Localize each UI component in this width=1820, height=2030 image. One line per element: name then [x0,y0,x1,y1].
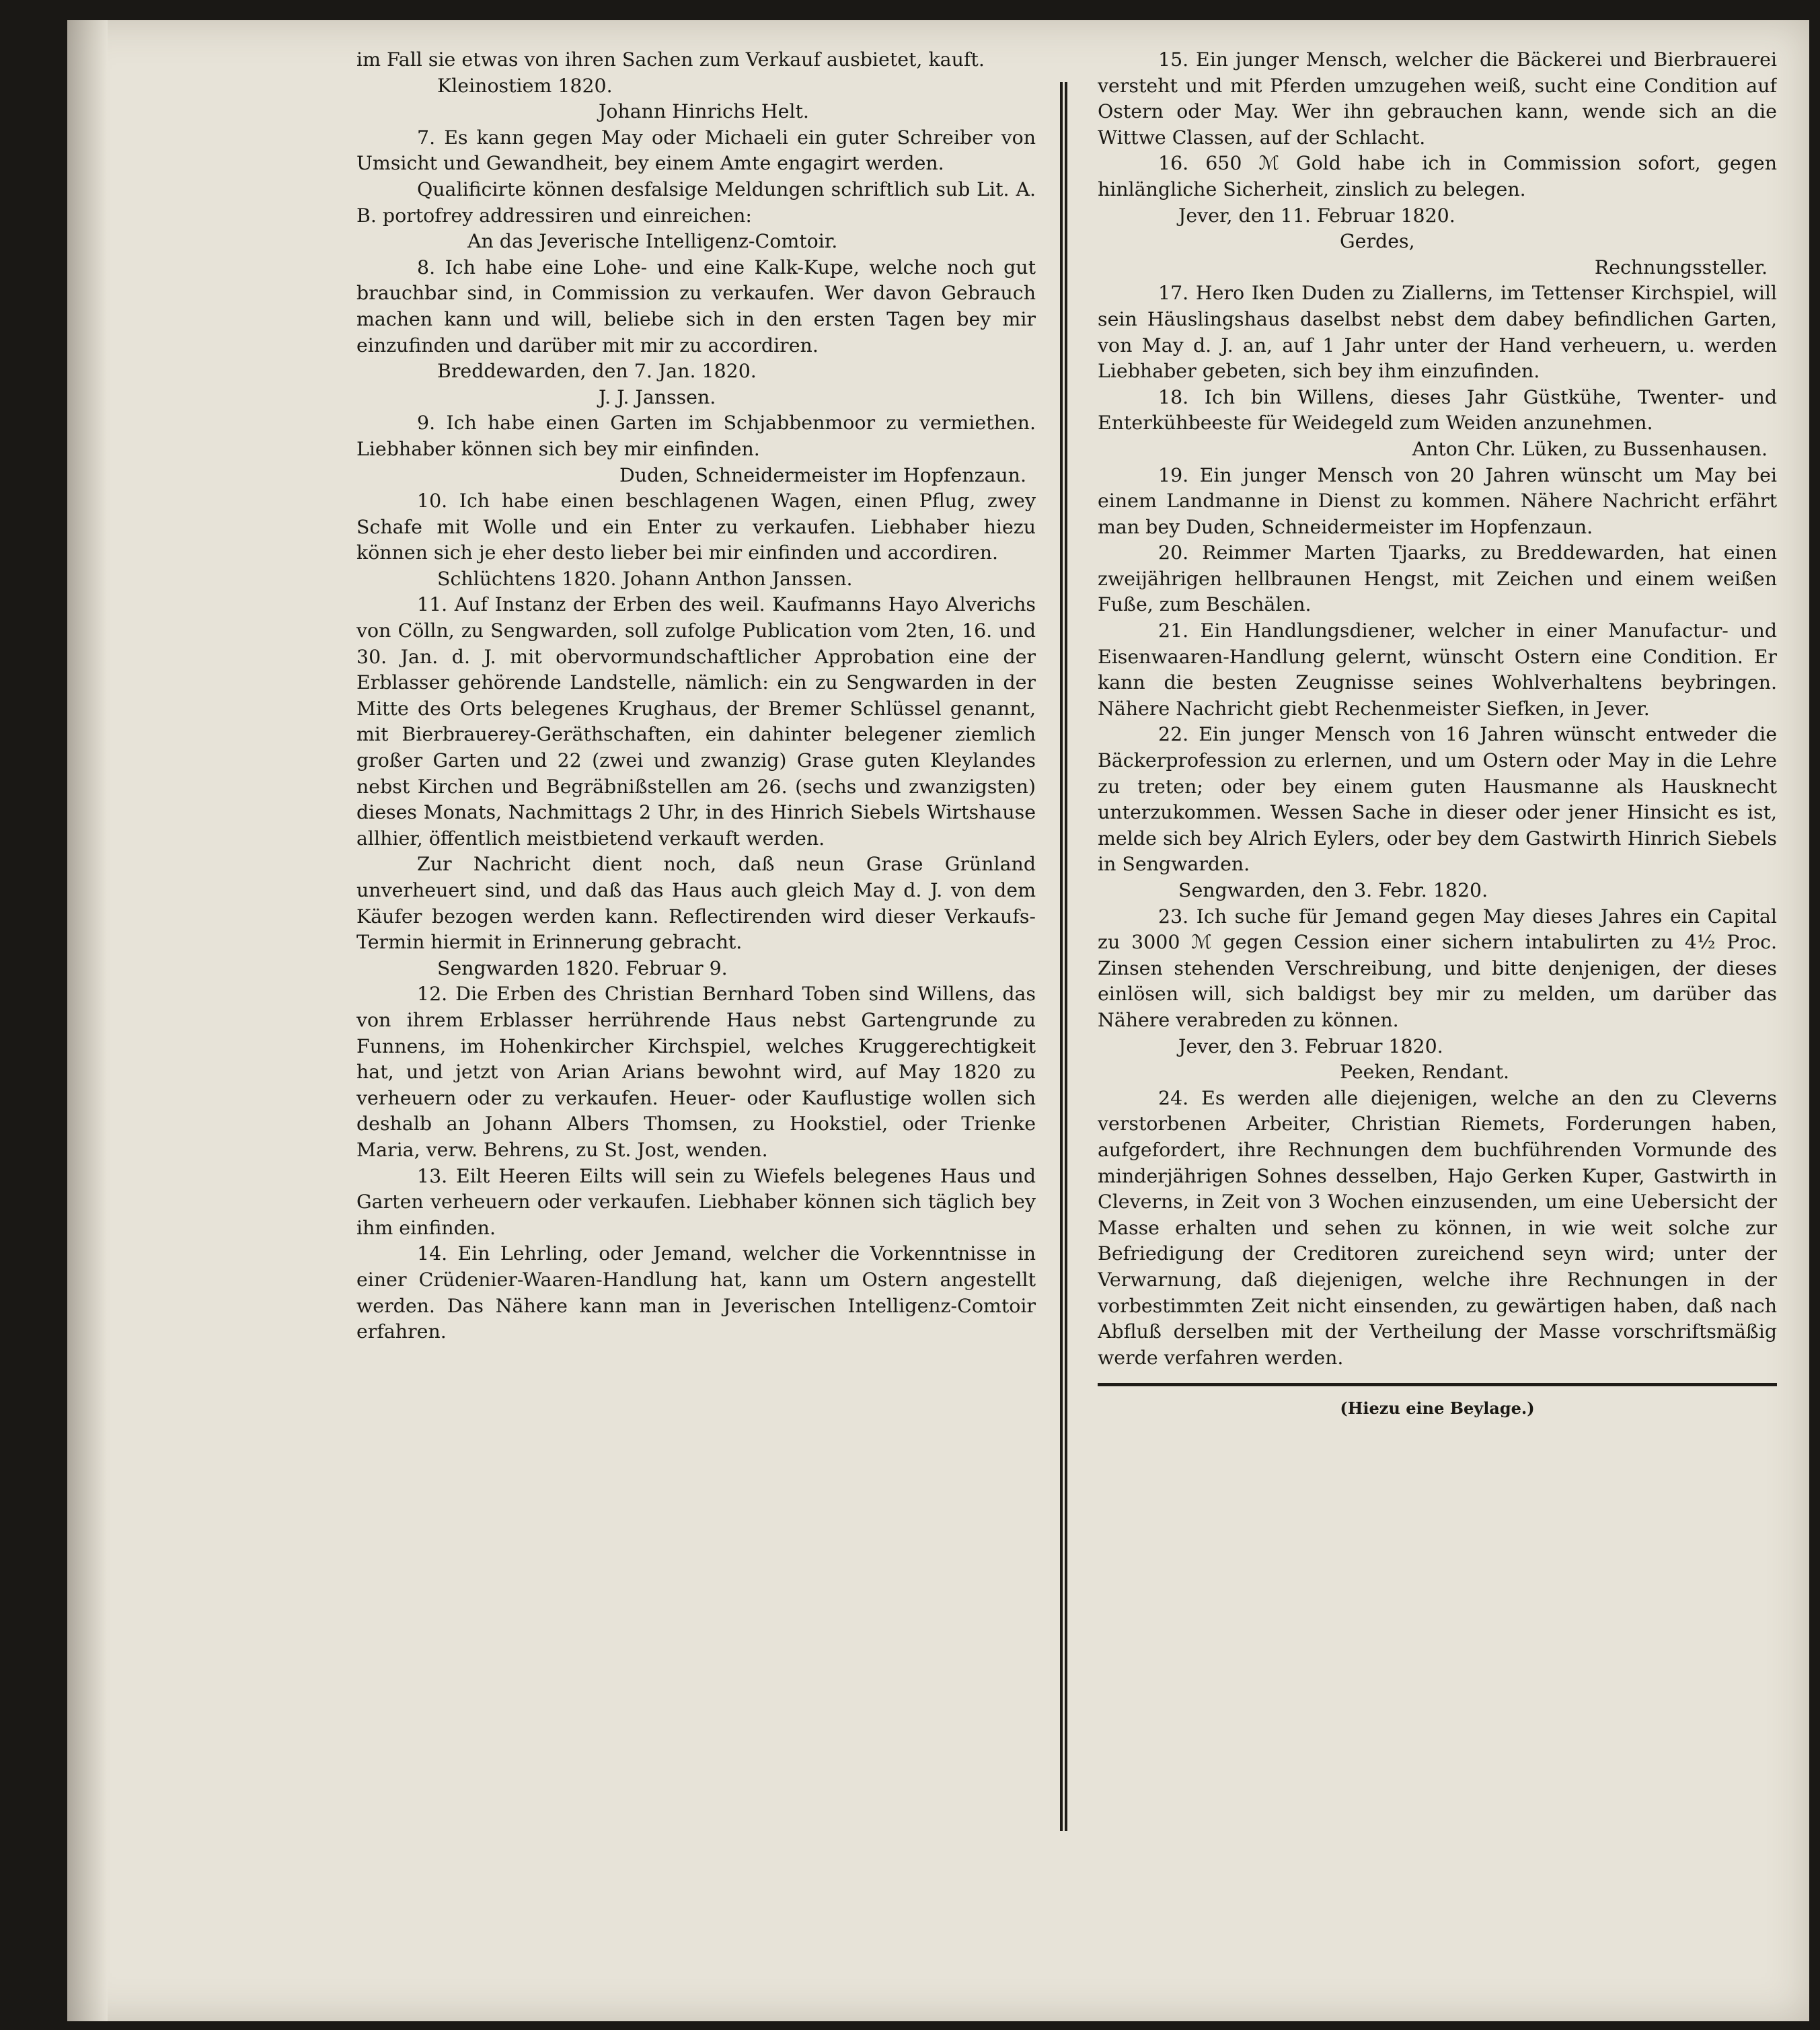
notice-line: Sengwarden 1820. Februar 9. [437,956,728,979]
notice-line: 24. Es werden alle diejenigen, welche an den zu Cleverns verstorbenen Arbeiter, Christian Riemets, Forderungen haben, aufgefordert, ihre Rechnungen dem buchführenden Vormunde des minderjährigen Sohnes desselben, Hajo Gerken Kuper, Gastwirth in Cleverns, in Zeit von 3 Wochen einzusenden, um eine Uebersicht der Masse erhalten und sehen zu können, in wie weit solche zur Befriedigung der Creditoren zureichend seyn wird; unter der Verwarnung, daß diejenigen, welche ihre Rechnungen in der vorbestimmten Zeit nicht einsenden, zu gewärtigen haben, daß nach Abfluß derselben mit der Vertheilung der Masse vorschriftsmäßig werde verfahren werden. [1098,1086,1777,1369]
notice-line: 12. Die Erben des Christian Bernhard Toben sind Willens, das von ihrem Erblasser herrührende Haus nebst Gartengrunde zu Funnens, im Hohenkircher Kirchspiel, welches Kruggerechtigkeit hat, und jetzt von Arian Arians bewohnt wird, auf May 1820 zu verheuern oder zu verkaufen. Heuer- oder Kauflustige wollen sich deshalb an Johann Albers Thomsen, zu Hookstiel, oder Trienke Maria, verw. Behrens, zu St. Jost, wenden. [356,983,1036,1161]
end-rule [1098,1383,1777,1386]
notice-line: 22. Ein junger Mensch von 16 Jahren wünscht entweder die Bäckerprofession zu erlernen, und um Ostern oder May in die Lehre zu treten; oder bey einem guten Hausmanne als Hausknecht unterzukommen. Wessen Sache in dieser oder jener Hinsicht es ist, melde sich bey Alrich Eylers, oder bey dem Gastwirth Hinrich Siebels in Sengwarden. [1098,723,1777,876]
notice-line: 18. Ich bin Willens, dieses Jahr Güstkühe, Twenter- und Enterkühbeeste für Weidegeld zum Weiden anzunehmen. [1098,385,1777,435]
notice-line: Kleinostiem 1820. [437,74,613,97]
left-column [356,47,1036,1877]
column-divider [1060,82,1067,1831]
notice-line: J. J. Janssen. [599,385,716,408]
notice-line: 9. Ich habe einen Garten im Schjabbenmoor zu vermiethen. Liebhaber können sich bey mir einfinden. [356,412,1036,460]
notice-line: Qualificirte können desfalsige Meldungen schriftlich sub Lit. A. B. portofrey addressiren und einreichen: [356,178,1036,227]
supplement-note: (Hiezu eine Beylage.) [1340,1398,1535,1419]
notice-line: 14. Ein Lehrling, oder Jemand, welcher die Vorkenntnisse in einer Crüdenier-Waaren-Handlung hat, kann um Ostern angestellt werden. Das Nähere kann man in Jeverischen Intelligenz-Comtoir erfahren. [356,1242,1036,1343]
notice-line: 20. Reimmer Marten Tjaarks, zu Breddewarden, hat einen zweijährigen hellbraunen Hengst, mit Zeichen und einem weißen Fuße, zum Beschälen. [1098,541,1777,616]
page-content [350,47,1782,1877]
notice-line: Jever, den 3. Februar 1820. [1178,1035,1443,1057]
notice-line: 8. Ich habe eine Lohe- und eine Kalk-Kupe, welche noch gut brauchbar sind, in Commission zu verkaufen. Wer davon Gebrauch machen kann und will, beliebe sich in den ersten Tagen bey mir einzufinden und darüber mit mir zu accordiren. [356,256,1036,356]
notice-line: Gerdes, [1340,230,1415,253]
notice-line: Johann Hinrichs Helt. [599,100,809,123]
notice-line: Breddewarden, den 7. Jan. 1820. [437,360,757,383]
right-column-body [1098,47,1777,1371]
notice-line: Schlüchtens 1820. Johann Anthon Janssen. [437,567,853,590]
notice-line: 23. Ich suche für Jemand gegen May dieses Jahres ein Capital zu 3000 ℳ gegen Cession einer sichern intabulirten zu 4½ Proc. Zinsen stehenden Verschreibung, und bitte denjenigen, der dieses einlösen will, sich baldigst bey mir zu melden, um darüber das Nähere verabreden zu können. [1098,905,1777,1031]
notice-line: 17. Hero Iken Duden zu Ziallerns, im Tettenser Kirchspiel, will sein Häuslingshaus daselbst nebst dem dabey befindlichen Garten, von May d. J. an, auf 1 Jahr unter der Hand verheuern, u. werden Liebhaber gebeten, sich bey ihm einzufinden. [1098,282,1777,383]
notice-line: 21. Ein Handlungsdiener, welcher in einer Manufactur- und Eisenwaaren-Handlung gelernt, wünscht Ostern eine Condition. Er kann die besten Zeugnisse seines Wohlverhaltens beybringen. Nähere Nachricht giebt Rechenmeister Siefken, in Jever. [1098,619,1777,720]
notice-line: 19. Ein junger Mensch von 20 Jahren wünscht um May bei einem Landmanne in Dienst zu kommen. Nähere Nachricht erfährt man bey Duden, Schneidermeister im Hopfenzaun. [1098,463,1777,538]
notice-line: 11. Auf Instanz der Erben des weil. Kaufmanns Hayo Alverichs von Cölln, zu Sengwarden, soll zufolge Publication vom 2ten, 16. und 30. Jan. d. J. mit obervormundschaftlicher Approbation eine der Erblasser gehörende Landstelle, nämlich: ein zu Sengwarden in der Mitte des Orts belegenes Krughaus, der Bremer Schlüssel genannt, mit Bierbrauerey-Geräthschaften, ein dahinter belegener ziemlich großer Garten und 22 (zwei und zwanzig) Grase guten Kleylandes nebst Kirchen und Begräbnißstellen am 26. (sechs und zwanzigsten) dieses Monats, Nachmittags 2 Uhr, in des Hinrich Siebels Wirtshause allhier, öffentlich meistbietend verkauft werden. [356,593,1036,850]
notice-line: Zur Nachricht dient noch, daß neun Grase Grünland unverheuert sind, und daß das Haus auch gleich May d. J. von dem Käufer bezogen werden kann. Reflectirenden wird dieser Verkaufs-Termin hiermit in Erinnerung gebracht. [356,853,1036,954]
notice-line: Anton Chr. Lüken, zu Bussenhausen. [1412,437,1768,460]
notice-line: 15. Ein junger Mensch, welcher die Bäckerei und Bierbrauerei versteht und mit Pferden umzugehen weiß, sucht eine Condition auf Ostern oder May. Wer ihn gebrauchen kann, wende sich an die Wittwe Classen, auf der Schlacht. [1098,48,1777,149]
notice-line: Peeken, Rendant. [1340,1061,1510,1084]
notice-line: im Fall sie etwas von ihren Sachen zum Verkauf ausbietet, kauft. [356,48,985,71]
notice-line: 13. Eilt Heeren Eilts will sein zu Wiefels belegenes Haus und Garten verheuern oder verkaufen. Liebhaber können sich täglich bey ihm einfinden. [356,1164,1036,1239]
notice-line: 7. Es kann gegen May oder Michaeli ein guter Schreiber von Umsicht und Gewandheit, bey einem Amte engagirt werden. [356,126,1036,175]
notice-line: Duden, Schneidermeister im Hopfenzaun. [619,463,1026,486]
notice-line: Sengwarden, den 3. Febr. 1820. [1178,879,1488,901]
page-edge-shadow [67,20,108,2021]
notice-line: 16. 650 ℳ Gold habe ich in Commission sofort, gegen hinlängliche Sicherheit, zinslich zu belegen. [1098,152,1777,200]
notice-line: An das Jeverische Intelligenz-Comtoir. [467,230,838,253]
right-column [1098,47,1777,1877]
notice-line: 10. Ich habe einen beschlagenen Wagen, einen Pflug, zwey Schafe mit Wolle und ein Enter zu verkaufen. Liebhaber hiezu können sich je eher desto lieber bei mir einfinden und accordiren. [356,490,1036,564]
notice-line: Jever, den 11. Februar 1820. [1178,204,1455,227]
notice-line: Rechnungssteller. [1594,256,1768,278]
